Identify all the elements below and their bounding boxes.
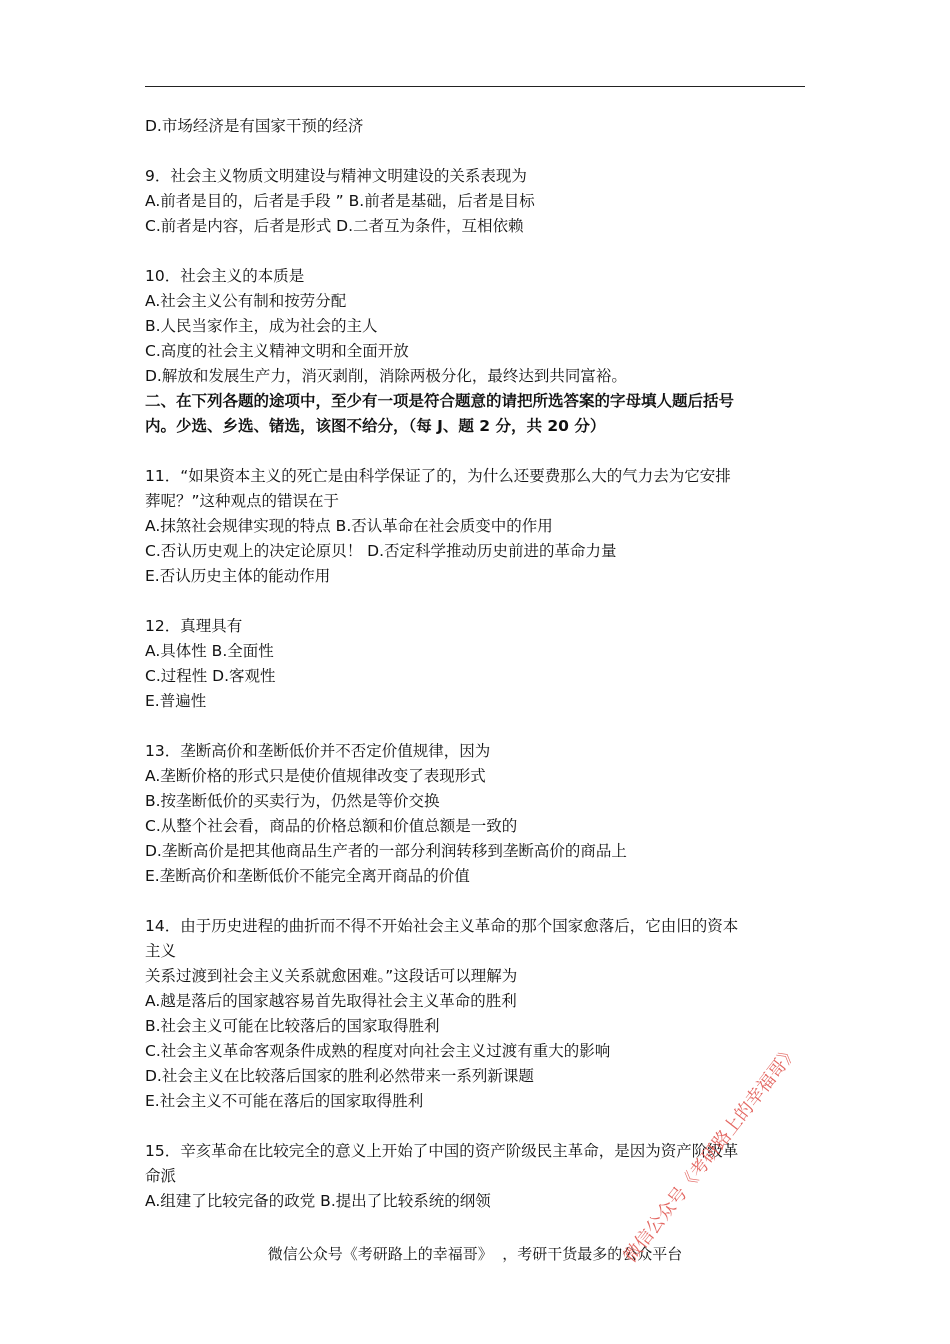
- text-line: E.社会主义不可能在落后的国家取得胜利: [145, 1092, 424, 1110]
- text-line: D.社会主义在比较落后国家的胜利必然带来一系列新课题: [145, 1067, 534, 1085]
- text-line: 11．“如果资本主义的死亡是由科学保证了的，为什么还要费那么大的气力去为它安排: [145, 467, 731, 485]
- text-line: C.高度的社会主义精神文明和全面开放: [145, 342, 409, 360]
- blank-line: [145, 139, 810, 164]
- text-line: B.人民当家作主，成为社会的主人: [145, 317, 378, 335]
- text-line: 10．社会主义的本质是: [145, 267, 305, 285]
- document-body: [145, 114, 810, 1214]
- text-line: A.抹煞社会规律实现的特点 B.否认革命在社会质变中的作用: [145, 517, 553, 535]
- watermark-stamp: 微信公众号《考研路上的幸福哥》: [619, 1041, 803, 1267]
- blank-line: [145, 439, 810, 464]
- text-line: A.越是落后的国家越容易首先取得社会主义革命的胜利: [145, 992, 517, 1010]
- text-line: A.前者是目的，后者是手段 ” B.前者是基础，后者是目标: [145, 192, 535, 210]
- text-line: D.解放和发展生产力，消灭剥削，消除两极分化，最终达到共同富裕。: [145, 367, 627, 385]
- text-line: A.垄断价格的形式只是使价值规律改变了表现形式: [145, 767, 486, 785]
- text-line: C.前者是内容，后者是形式 D.二者互为条件，互相依赖: [145, 217, 524, 235]
- text-line: C.社会主义革命客观条件成熟的程度对向社会主义过渡有重大的影响: [145, 1042, 611, 1060]
- text-line: 命派: [145, 1167, 177, 1185]
- text-line: 9．社会主义物质文明建设与精神文明建设的关系表现为: [145, 167, 527, 185]
- text-line: E.普遍性: [145, 692, 207, 710]
- blank-line: [145, 889, 810, 914]
- text-line: D.垄断高价是把其他商品生产者的一部分利润转移到垄断高价的商品上: [145, 842, 627, 860]
- text-line: E.否认历史主体的能动作用: [145, 567, 331, 585]
- text-line: D.市场经济是有国家干预的经济: [145, 117, 364, 135]
- text-line: 15．辛亥革命在比较完全的意义上开始了中国的资产阶级民主革命，是因为资产阶级革: [145, 1142, 739, 1160]
- text-line: C.否认历史观上的决定论原贝！ D.否定科学推动历史前进的革命力量: [145, 542, 617, 560]
- section-heading-line: 二、在下列各题的途项中，至少有一项是符合题意的请把所选答案的字母填人题后括号: [145, 392, 735, 410]
- text-line: A.社会主义公有制和按劳分配: [145, 292, 347, 310]
- text-line: E.垄断高价和垄断低价不能完全离开商品的价值: [145, 867, 470, 885]
- text-line: 主义: [145, 942, 177, 960]
- page-footer: 微信公众号《考研路上的幸福哥》 ，考研干货最多的公众平台: [267, 1245, 683, 1263]
- blank-line: [145, 239, 810, 264]
- text-line: 葬呢？”这种观点的错误在于: [145, 492, 340, 510]
- text-line: C.过程性 D.客观性: [145, 667, 276, 685]
- text-line: A.具体性 B.全面性: [145, 642, 274, 660]
- text-line: 14．由于历史进程的曲折而不得不开始社会主义革命的那个国家愈落后，它由旧的资本: [145, 917, 739, 935]
- header-rule: [145, 86, 805, 87]
- text-line: C.从整个社会看，商品的价格总额和价值总额是一致的: [145, 817, 518, 835]
- text-line: A.组建了比较完备的政党 B.提出了比较系统的纲领: [145, 1192, 491, 1210]
- text-line: 12．真理具有: [145, 617, 243, 635]
- section-heading-line: 内。少选、乡选、锗选，该图不给分，（每 J、题 2 分，共 20 分）: [145, 417, 606, 435]
- blank-line: [145, 589, 810, 614]
- text-line: B.按垄断低价的买卖行为，仍然是等价交换: [145, 792, 440, 810]
- text-line: B.社会主义可能在比较落后的国家取得胜利: [145, 1017, 440, 1035]
- text-line: 关系过渡到社会主义关系就愈困难。”这段话可以理解为: [145, 967, 518, 985]
- blank-line: [145, 714, 810, 739]
- text-line: 13．垄断高价和垄断低价并不否定价值规律，因为: [145, 742, 491, 760]
